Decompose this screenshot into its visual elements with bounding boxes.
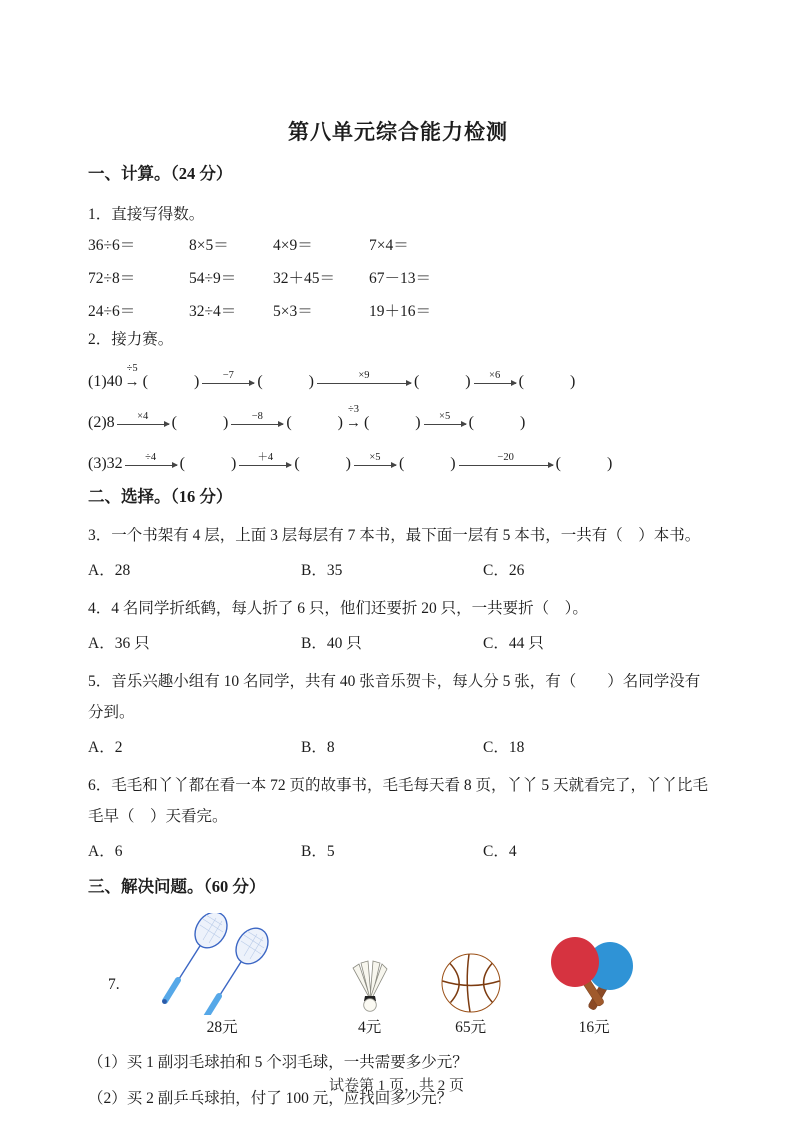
answer-blank: ( ) [179,455,237,472]
relay-row [88,445,708,473]
option: A．6 [88,843,123,860]
answer-blank: ( ) [398,455,456,472]
relay-arrow [354,453,396,467]
section-1-heading: 一、计算。（24 分） [88,164,233,183]
price-label: 28元 [206,1019,238,1036]
relay-arrow [459,453,553,467]
arrow-shaft [239,465,291,466]
shuttlecock-image [349,957,391,1015]
price-label: 16元 [578,1019,610,1036]
question-text: 6．毛毛和丫丫都在看一本 72 页的故事书，毛毛每天看 8 页，丫丫 5 天就看完了，丫丫比毛毛早（ ）天看完。 [88,777,709,825]
section-3-heading: 三、解决问题。（60 分） [88,877,266,896]
answer-blank: ( ) [468,414,526,431]
relay-operation: −8 [251,410,263,422]
relay-arrow [239,453,291,467]
relay-operation: ×4 [137,410,149,422]
page-footer: 试卷第 1 页，共 2 页 [328,1078,464,1094]
price-item [154,913,291,1038]
relay-row-label: (1) [88,373,107,390]
relay-operation: ÷3 [347,403,359,415]
relay-operation: ×6 [489,369,501,381]
relay-start-number: 40 [106,373,123,390]
relay-arrow [125,453,177,467]
arrow-shaft [424,424,466,425]
calc-expression: 24÷6＝ [88,303,136,320]
calc-expression: 67－13＝ [369,270,432,287]
choice-questions [88,520,708,862]
price-items [120,913,642,1038]
relay-start-number: 8 [106,414,115,431]
relay-sequence [115,405,527,432]
relay-arrow: ÷3 → [345,403,361,432]
subquestion: （1）买 1 副羽毛球拍和 5 个羽毛球，一共需要多少元？ [88,1054,468,1071]
relay-operation: −7 [222,369,234,381]
option: B．35 [301,562,343,579]
badminton-rackets-image [154,913,291,1015]
arrow-shaft [459,465,553,466]
calc-expression: 4×9＝ [273,237,313,254]
arrow-shaft [125,465,177,466]
option: A．2 [88,739,123,756]
arrow-shaft [354,465,396,466]
question-1-label: 1．直接写得数。 [88,206,205,223]
calc-expression: 36÷6＝ [88,237,136,254]
relay-start-number: 32 [106,455,123,472]
calc-expression: 54÷9＝ [189,270,237,287]
choice-question [88,666,708,758]
question-2-label: 2．接力赛。 [88,331,174,348]
basketball-image [439,951,503,1015]
question-text: 3．一个书架有 4 层，上面 3 层每层有 7 本书，最下面一层有 5 本书，一共有（ ）本书。 [88,527,701,544]
option: A．36 只 [88,635,150,652]
options-row [88,634,708,654]
calc-expression: 19＋16＝ [369,303,432,320]
relay-rows [88,363,708,473]
question-7-number: 7. [108,976,120,993]
relay-arrow [317,371,411,385]
option: C．4 [483,843,517,860]
answer-blank: ( ) [171,414,229,431]
options-row [88,842,708,862]
option: C．18 [483,739,525,756]
price-item [439,951,503,1038]
answer-blank: ( ) [294,455,351,472]
answer-blank: ( ) [286,414,343,431]
answer-blank: ( ) [363,414,421,431]
relay-operation: −20 [497,451,514,463]
option: B．5 [301,843,335,860]
calc-expression: 32÷4＝ [189,303,237,320]
price-item [547,935,642,1038]
price-label: 65元 [455,1019,487,1036]
section-2-heading: 二、选择。（16 分） [88,487,233,506]
relay-row-label: (2) [88,414,107,431]
option: A．28 [88,562,131,579]
arrow-shaft [317,383,411,384]
relay-sequence [123,453,614,474]
question-7-block [88,913,708,1038]
answer-blank: ( ) [257,373,314,390]
answer-blank: ( ) [518,373,576,390]
calc-expression: 72÷8＝ [88,270,136,287]
relay-operation: ×5 [439,410,451,422]
relay-arrow [474,371,516,385]
relay-sequence [123,364,577,391]
arrow-shaft [231,424,283,425]
option: C．26 [483,562,525,579]
options-row [88,738,708,758]
relay-operation: ÷5 [126,362,138,374]
calc-expression: 7×4＝ [369,237,409,254]
options-row [88,561,708,581]
relay-row-label: (3) [88,455,107,472]
relay-operation: ＋4 [257,451,274,463]
arrow-shaft [117,424,169,425]
answer-blank: ( ) [413,373,471,390]
answer-blank: ( ) [555,455,613,472]
choice-question [88,520,708,581]
relay-row [88,404,708,432]
calc-expression: 32＋45＝ [273,270,336,287]
relay-arrow: ÷5 → [124,362,140,391]
calc-expression: 8×5＝ [189,237,229,254]
subquestion: （2）买 2 副乒乓球拍，付了 100 元，应找回多少元？ [88,1090,453,1107]
page-title: 第八单元综合能力检测 [288,120,508,144]
question-text: 5．音乐兴趣小组有 10 名同学，共有 40 张音乐贺卡，每人分 5 张，有（ ）名同学没有分到。 [88,673,701,721]
option: B．40 只 [301,635,362,652]
relay-operation: ÷4 [145,451,157,463]
price-item [349,957,391,1038]
price-label: 4元 [357,1019,382,1036]
question-text: 4．4 名同学折纸鹤，每人折了 6 只，他们还要折 20 只，一共要折（ ）。 [88,600,588,617]
calc-expression: 5×3＝ [273,303,313,320]
table-tennis-paddles-image [547,935,642,1015]
relay-row [88,363,708,391]
relay-operation: ×9 [358,369,370,381]
option: C．44 只 [483,635,544,652]
choice-question [88,770,708,862]
relay-arrow [231,412,283,426]
arrow-shaft [474,383,516,384]
relay-operation: ×5 [369,451,381,463]
answer-blank: ( ) [142,373,200,390]
option: B．8 [301,739,335,756]
calc-grid [88,236,708,322]
choice-question [88,593,708,654]
relay-arrow [202,371,254,385]
arrow-shaft [202,383,254,384]
relay-arrow [117,412,169,426]
relay-arrow [424,412,466,426]
